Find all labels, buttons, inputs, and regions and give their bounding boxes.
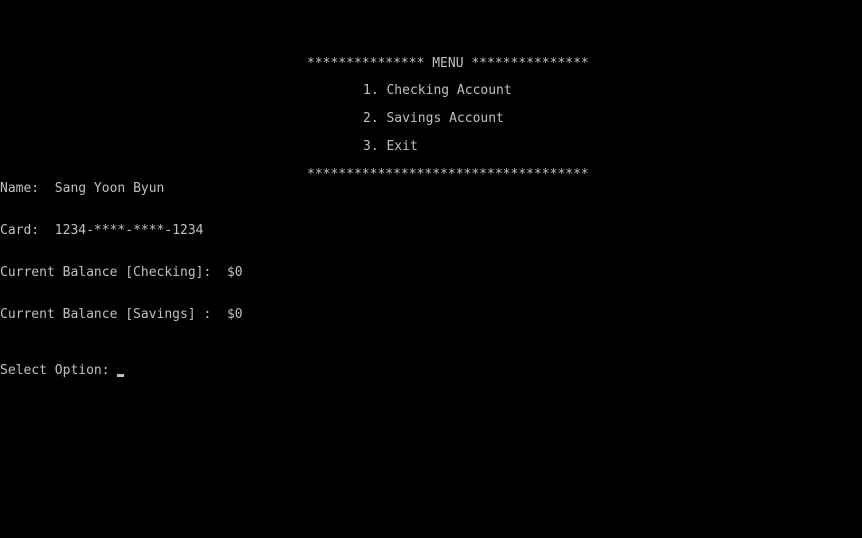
checking-balance-label: Current Balance [Checking]:: [0, 265, 227, 280]
savings-balance-value: $0: [226, 307, 243, 322]
checking-balance-line: [0, 265, 243, 281]
name-value: Sang Yoon Byun: [54, 181, 165, 196]
menu-border-top: *************** MENU ***************: [307, 56, 589, 71]
text-cursor[interactable]: [117, 374, 124, 377]
name-label: Name:: [0, 181, 55, 196]
menu-item-checking-account: 1. Checking Account: [363, 83, 512, 98]
savings-balance-label: Current Balance [Savings] :: [0, 307, 227, 322]
menu-item-savings-account: 2. Savings Account: [363, 111, 504, 126]
checking-balance-value: $0: [226, 265, 243, 280]
select-option-label: Select Option:: [0, 363, 118, 378]
card-value: 1234-****-****-1234: [54, 223, 204, 238]
name-line: [0, 181, 164, 197]
select-option-prompt[interactable]: [0, 363, 124, 379]
card-line: [0, 223, 204, 239]
card-label: Card:: [0, 223, 55, 238]
menu-item-exit: 3. Exit: [363, 139, 418, 154]
menu-border-bottom: ************************************: [307, 167, 589, 182]
savings-balance-line: [0, 307, 243, 323]
